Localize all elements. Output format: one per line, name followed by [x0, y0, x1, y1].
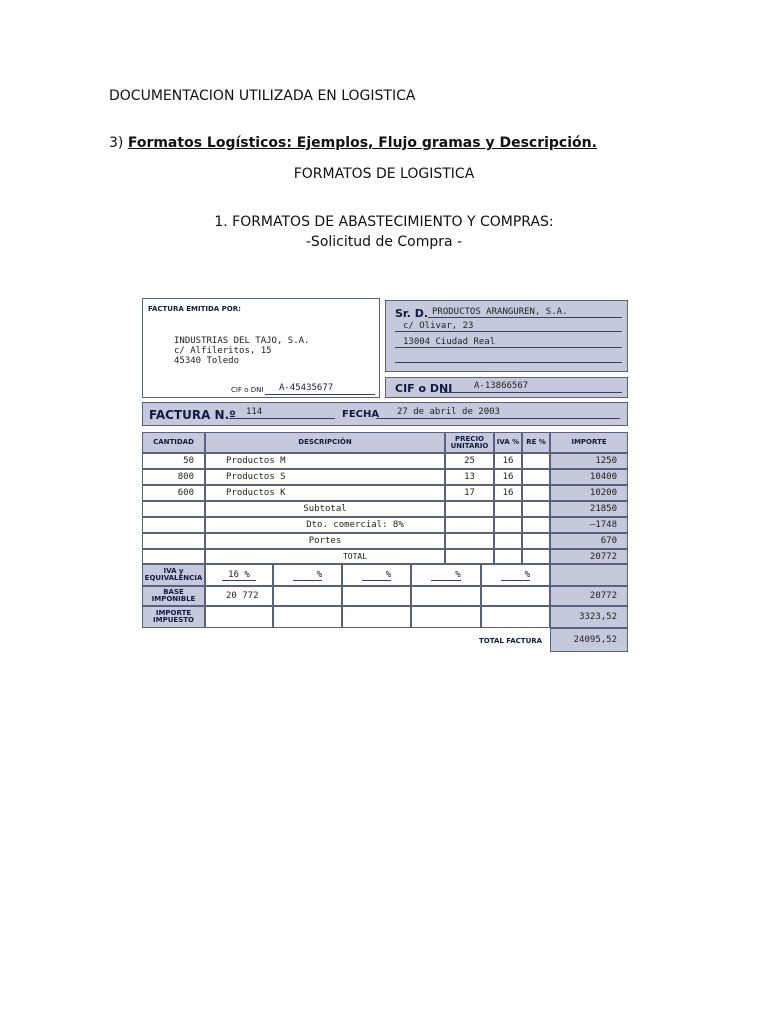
section-heading [109, 135, 597, 151]
issuer-city: 45340 Toledo [174, 356, 240, 366]
item-descripcion: Productos K [205, 485, 445, 501]
summary-value: 670 [550, 533, 628, 549]
section-title: Formatos Logísticos: Ejemplos, Flujo gramas y Descripción. [127, 135, 597, 151]
header-descripcion: DESCRIPCIÓN [205, 432, 445, 453]
item-importe: 1250 [550, 453, 628, 469]
issuer-cif-label: CIF o DNI [231, 386, 264, 394]
summary-total-label: TOTAL [205, 549, 445, 564]
item-importe: 10400 [550, 469, 628, 485]
impuesto-total: 3323,52 [550, 606, 628, 628]
item-iva: 16 [494, 453, 522, 469]
base-label: BASE IMPONIBLE [142, 586, 205, 606]
invoice-number: 114 [246, 407, 263, 417]
header-precio: PRECIO UNITARIO [445, 432, 494, 453]
document-heading: DOCUMENTACION UTILIZADA EN LOGISTICA [109, 88, 416, 104]
base-value: 20 772 [205, 586, 273, 606]
recipient-cif-box [385, 377, 628, 398]
invoice-form [142, 298, 628, 654]
issuer-address: c/ Alfileritos, 15 [174, 346, 272, 356]
item-precio: 25 [445, 453, 494, 469]
iva-cell: % [481, 564, 550, 586]
total-label: TOTAL FACTURA [479, 637, 543, 645]
recipient-name: PRODUCTOS ARANGUREN, S.A. [432, 307, 568, 317]
invoice-number-row [142, 402, 628, 426]
summary-label: Portes [205, 533, 445, 549]
item-precio: 17 [445, 485, 494, 501]
item-iva: 16 [494, 485, 522, 501]
summary-value: 21850 [550, 501, 628, 517]
item-subtitle: -Solicitud de Compra - [305, 234, 463, 250]
total-value: 24095,52 [550, 628, 628, 652]
recipient-cif-label: CIF o DNI [395, 382, 453, 395]
iva-cell: 16 % [205, 564, 273, 586]
item-descripcion: Productos S [205, 469, 445, 485]
recipient-city: 13004 Ciudad Real [403, 337, 496, 347]
issuer-name: INDUSTRIAS DEL TAJO, S.A. [174, 336, 310, 346]
impuesto-label: IMPORTE IMPUESTO [142, 606, 205, 628]
issuer-box [142, 298, 380, 398]
base-total: 20772 [550, 586, 628, 606]
summary-value: —1748 [550, 517, 628, 533]
iva-cell: % [411, 564, 481, 586]
issuer-cif: A-45435677 [279, 383, 334, 393]
item-iva: 16 [494, 469, 522, 485]
recipient-label: Sr. D. [395, 307, 429, 320]
header-iva: IVA % [494, 432, 522, 453]
header-re: RE % [522, 432, 550, 453]
recipient-address: c/ Olivar, 23 [403, 321, 474, 331]
recipient-cif: A-13866567 [474, 381, 529, 391]
summary-total-value: 20772 [550, 549, 628, 564]
iva-label: IVA y EQUIVALENCIA [142, 564, 205, 586]
header-importe: IMPORTE [550, 432, 628, 453]
item-cantidad: 50 [142, 453, 205, 469]
summary-label: Subtotal [205, 501, 445, 517]
invoice-date-label: FECHA [342, 409, 380, 420]
subheading: FORMATOS DE LOGISTICA [293, 166, 475, 182]
issuer-label: FACTURA EMITIDA POR: [148, 305, 241, 313]
section-number: 3) [109, 135, 124, 151]
item-re [522, 453, 550, 469]
invoice-number-label: FACTURA N.º [149, 408, 236, 422]
item-title: 1. FORMATOS DE ABASTECIMIENTO Y COMPRAS: [214, 214, 554, 230]
item-precio: 13 [445, 469, 494, 485]
item-cantidad: 800 [142, 469, 205, 485]
summary-label: Dto. comercial: 8% [205, 517, 445, 533]
item-cantidad: 600 [142, 485, 205, 501]
invoice-date: 27 de abril de 2003 [397, 407, 500, 417]
item-re [522, 469, 550, 485]
item-descripcion: Productos M [205, 453, 445, 469]
recipient-box [385, 300, 628, 372]
iva-cell: % [273, 564, 342, 586]
header-cantidad: CANTIDAD [142, 432, 205, 453]
iva-cell: % [342, 564, 411, 586]
item-re [522, 485, 550, 501]
item-importe: 10200 [550, 485, 628, 501]
